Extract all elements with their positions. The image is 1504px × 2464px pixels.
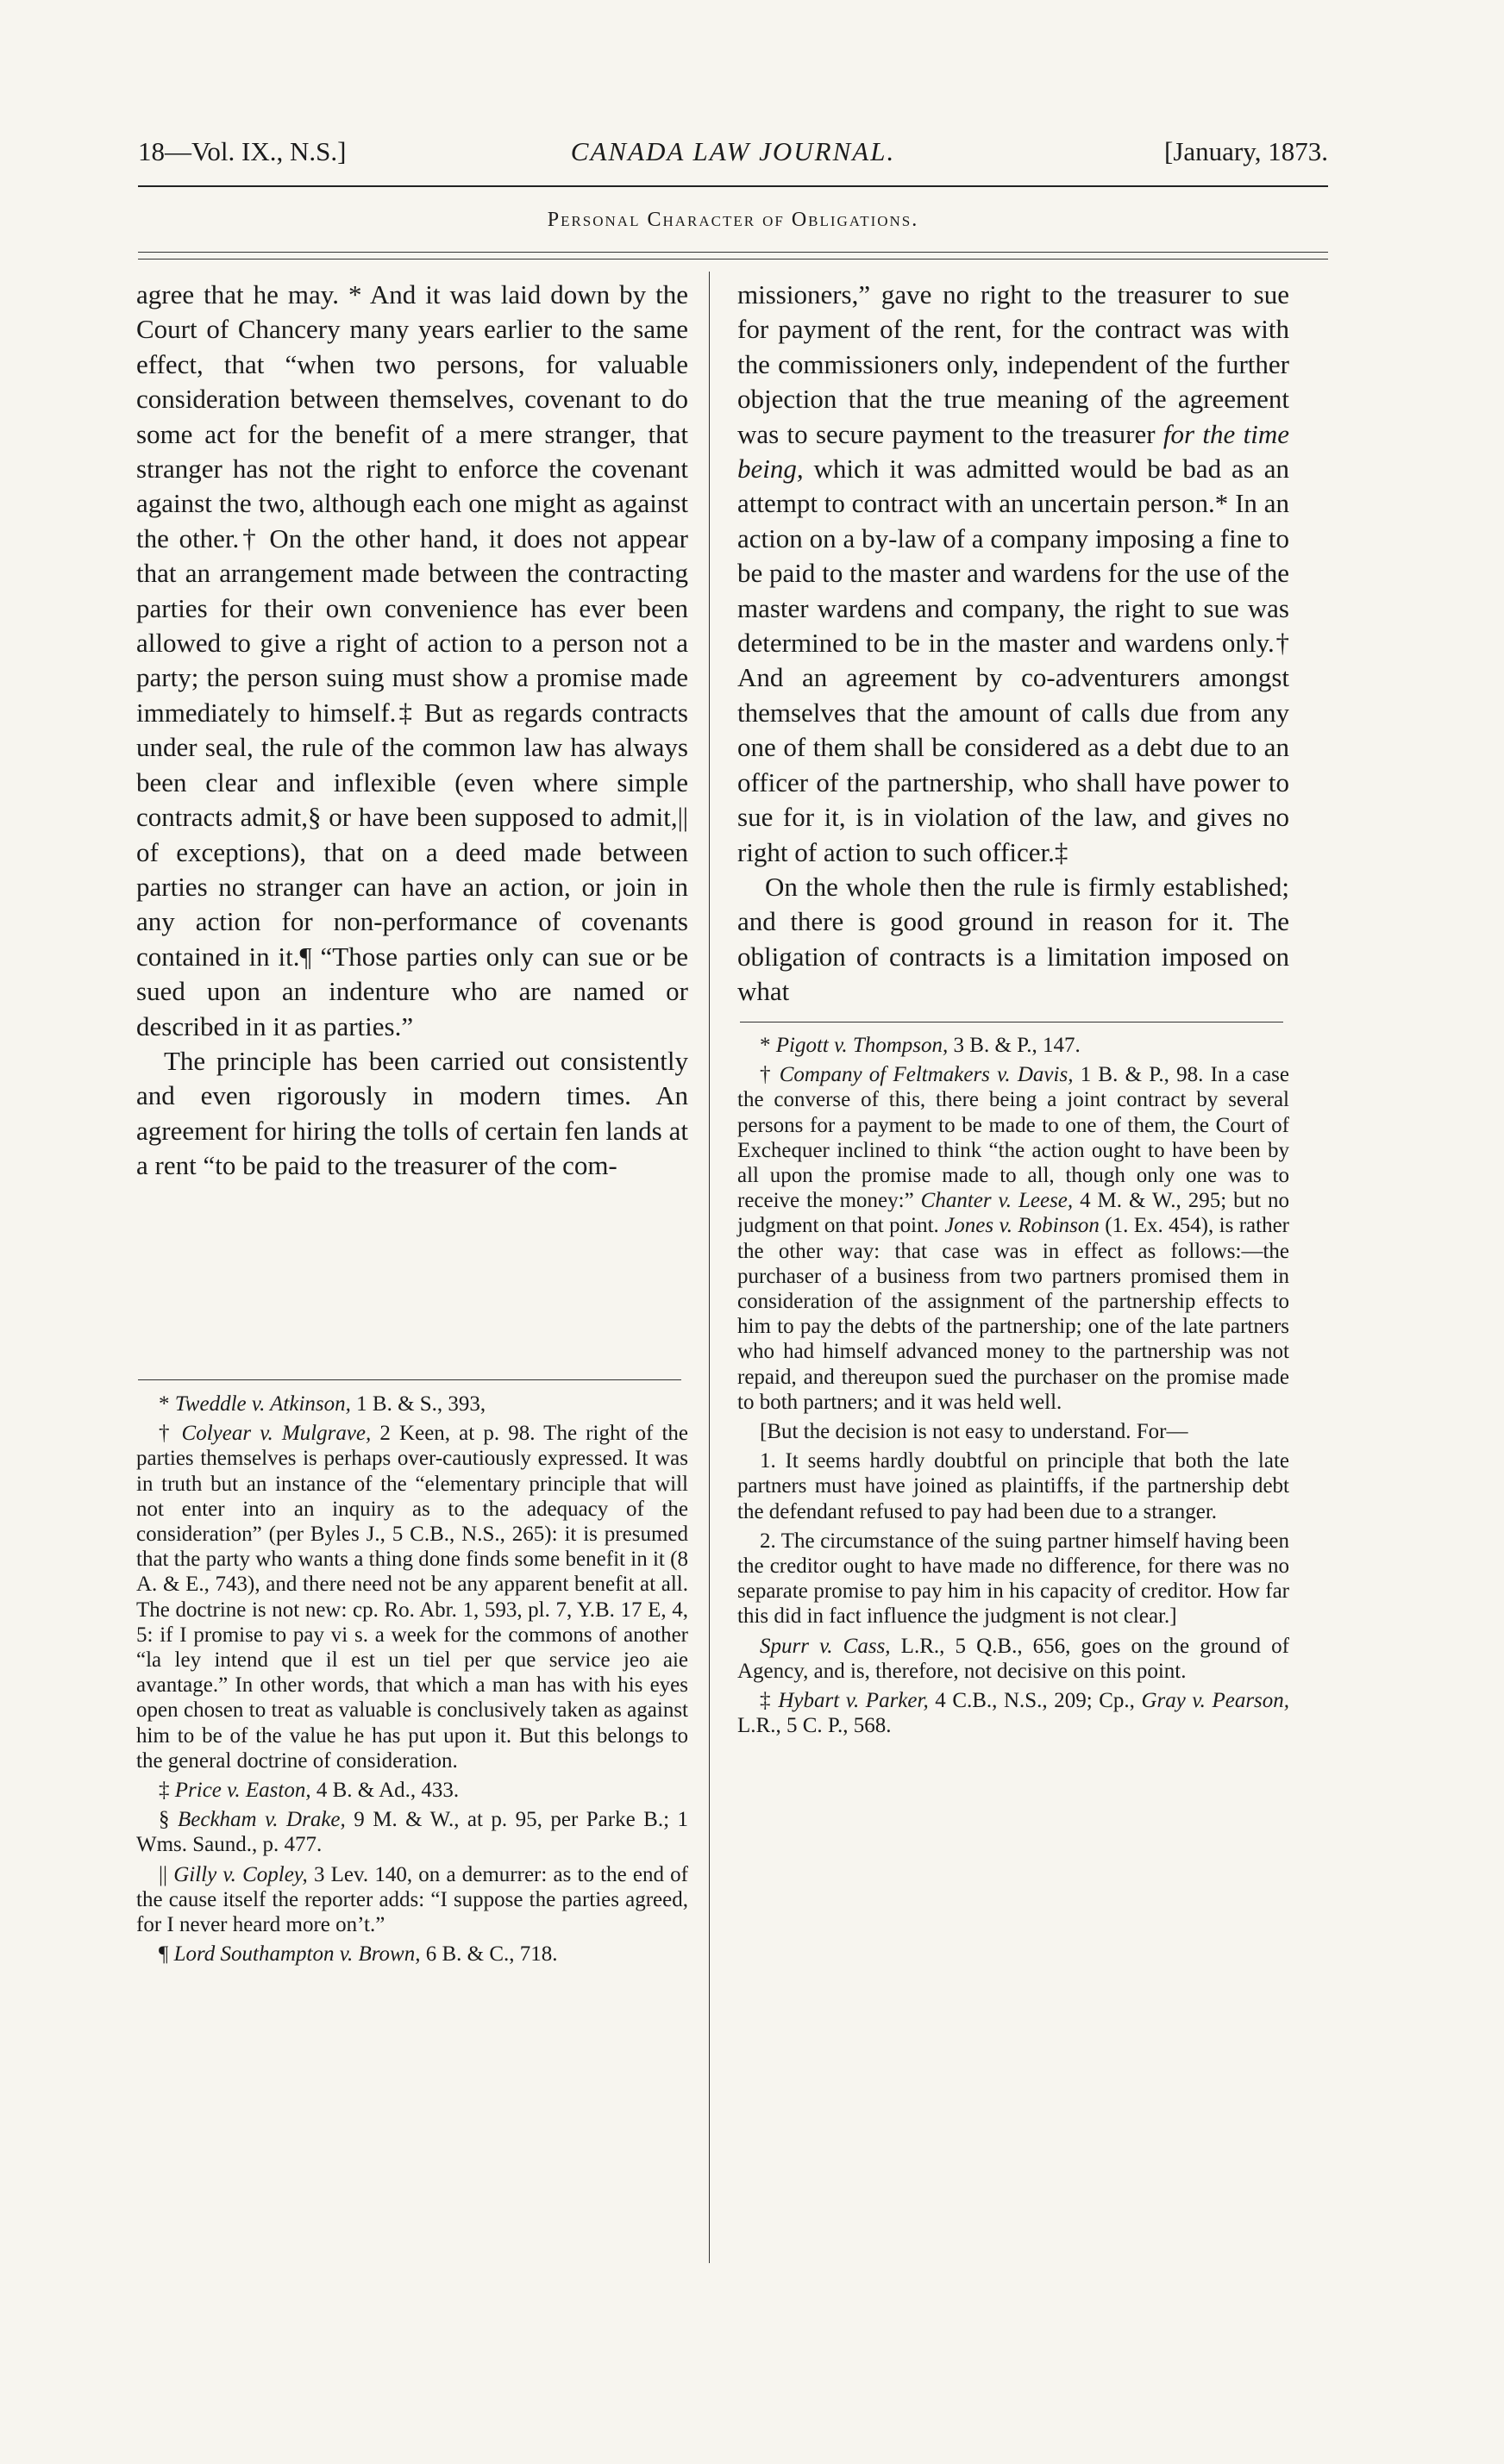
left-column: [136, 278, 688, 1184]
issue-date: [January, 1873.: [1164, 136, 1328, 166]
footnote: § Beckham v. Drake, 9 M. & W., at p. 95, per Parke B.; 1 Wms. Saund., p. 477.: [136, 1808, 689, 1857]
footnote-list-item: 2. The circumstance of the suing partner himself having been the creditor ought to have made no difference, for there was no separate promise to pay him in his capacity of creditor. How far this did in fact influence the judgment is not clear.]: [737, 1529, 1289, 1629]
footnote: * Tweddle v. Atkinson, 1 B. & S., 393,: [159, 1392, 486, 1416]
footnote: [But the decision is not easy to understand. For—: [760, 1420, 1188, 1444]
right-column: [737, 278, 1289, 1010]
section-rule-top: [138, 252, 1328, 253]
footnote: * Pigott v. Thompson, 3 B. & P., 147.: [760, 1034, 1081, 1057]
footnote: ‡ Price v. Easton, 4 B. & Ad., 433.: [159, 1779, 460, 1803]
footnote-rule: [138, 1379, 681, 1380]
left-footnotes: [136, 1391, 688, 1971]
body-paragraph: On the whole then the rule is firmly established; and there is good ground in reason for it. The obligation of contracts is a limitation imposed on what: [737, 871, 1289, 1007]
body-paragraph: missioners,” gave no right to the treasurer to sue for payment of the rent, for the contract was with the commissioners only, independent of the further objection that the true meaning of the agreement was to secure payment to the treasurer for the time being, which it was admitted would be bad as an attempt to contract with an uncertain person.* In an action on a by-law of a company imposing a fine to be paid to the master and wardens for the use of the master wardens and company, the right to sue was determined to be in the master and wardens only.† And an agreement by co-adventurers amongst themselves that the amount of calls due from any one of them shall be considered as a debt due to an officer of the partnership, who shall have power to sue for it, is in violation of the law, and gives no right of action to such officer.‡: [737, 279, 1289, 867]
body-paragraph: agree that he may. * And it was laid down by the Court of Chancery many years earlier to the same effect, that “when two persons, for valuable consideration between themselves, covenant to do some act for the benefit of a mere stranger, that stranger has not the right to enforce the covenant against the two, although each one might as against the other.† On the other hand, it does not appear that an arrangement made between the contracting parties for their own convenience has ever been allowed to give a right of action to a person not a party; the person suing must show a promise made immediately to himself.‡ But as regards contracts under seal, the rule of the common law has always been clear and inflexible (even where simple contracts admit,§ or have been supposed to admit,|| of exceptions), that on a deed made between parties no stranger can have an action, or join in any action for non-performance of covenants contained in it.¶ “Those parties only can sue or be sued upon an indenture who are named or described in it as parties.”: [136, 279, 688, 1041]
footnote: † Company of Feltmakers v. Davis, 1 B. & P., 98. In a case the converse of this, there being a joint contract by several persons for a payment to be made to one of them, the Court of Exchequer inclined to think “the action ought to have been by all upon the promise made to all, though only one was to receive the money:” Chanter v. Leese, 4 M. & W., 295; but no judgment on that point. Jones v. Robinson (1. Ex. 454), is rather the other way: that case was in effect as follows:—the purchaser of a business from two partners promised them in consideration of the assignment of the partnership effects to him to pay the debts of the partnership; one of the late partners who had himself advanced money to the partnership was not repaid, and thereupon sued the purchaser on the promise made to both partners; and it was held well.: [737, 1063, 1290, 1414]
header-rule: [138, 185, 1328, 187]
page-reference: 18—Vol. IX., N.S.]: [138, 136, 347, 166]
right-footnotes: [737, 1033, 1289, 1742]
section-rule-bottom: [138, 259, 1328, 260]
body-paragraph: The principle has been carried out consistently and even rigorously in modern times. An agreement for hiring the tolls of certain fen lands at a rent “to be paid to the treasurer of the com-: [136, 1045, 688, 1181]
footnote: ‡ Hybart v. Parker, 4 C.B., N.S., 209; Cp., Gray v. Pearson, L.R., 5 C. P., 568.: [737, 1689, 1290, 1738]
running-header: [138, 136, 1328, 174]
section-title: Personal Character of Obligations.: [547, 209, 919, 231]
footnote: || Gilly v. Copley, 3 Lev. 140, on a demurrer: as to the end of the cause itself the reporter adds: “I suppose the parties agreed, for I never heard more on’t.”: [136, 1862, 689, 1937]
journal-title: CANADA LAW JOURNAL.: [570, 136, 896, 166]
footnote: Spurr v. Cass, L.R., 5 Q.B., 656, goes on the ground of Agency, and is, therefore, not decisive on this point.: [737, 1634, 1289, 1683]
footnote: ¶ Lord Southampton v. Brown, 6 B. & C., 718.: [159, 1942, 558, 1967]
column-divider: [709, 272, 710, 2263]
footnote: † Colyear v. Mulgrave, 2 Keen, at p. 98. The right of the parties themselves is perhaps over-cautiously expressed. It was in truth but an instance of the “elementary principle that will not enter into an inquiry as to the adequacy of the consideration” (per Byles J., 5 C.B., N.S., 265): it is presumed that the party who wants a thing done finds some benefit in it (8 A. & E., 743), and there need not be any apparent benefit at all. The doctrine is not new: cp. Ro. Abr. 1, 593, pl. 7, Y.B. 17 E, 4, 5: if I promise to pay vi s. a week for the commons of another “la ley intend que il est un tiel per que service jeo aie avantage.” In other words, that which a man has with his eyes open chosen to treat as valuable is conclusively taken as against him to be of the value he has put upon it. But this belongs to the general doctrine of consideration.: [136, 1422, 689, 1773]
footnote-list-item: 1. It seems hardly doubtful on principle that both the late partners must have joined as plaintiffs, if the partnership debt the defendant refused to pay had been due to a stranger.: [737, 1449, 1289, 1523]
